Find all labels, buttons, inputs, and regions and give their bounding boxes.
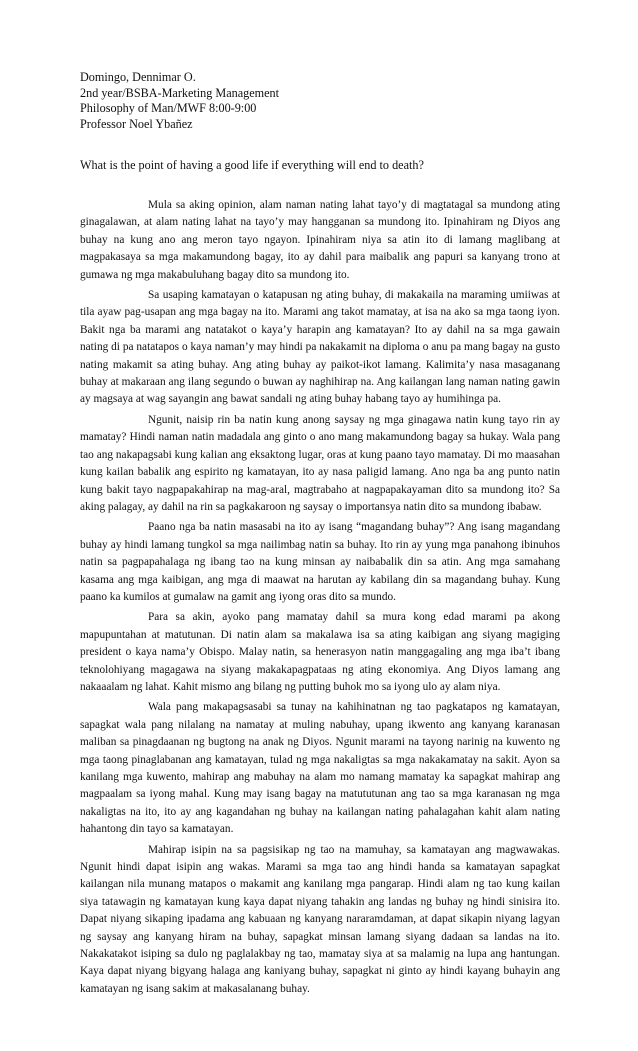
- essay-question: What is the point of having a good life if everything will end to death?: [80, 158, 424, 172]
- paragraph-5: Para sa akin, ayoko pang mamatay dahil sa mura kong edad marami pa akong mapupuntahan at matutunan. Di natin alam sa makalawa isa sa ating kaibigan ang siyang magiging president o kaya nama’y Obispo. Malay natin, sa henerasyon natin manggagaling ang mga iba’t ibang teknolohiyang magagawa na siyang makakapagpataas ng ating ekonomiya. Ang Diyos lamang ang nakaaalam ng lahat. Kahit mismo ang bilang ng putting buhok mo sa iyong ulo ay alam niya.: [80, 611, 560, 693]
- paragraph-2: Sa usaping kamatayan o katapusan ng ating buhay, di makakaila na maraming umiiwas at tila ayaw pag-usapan ang mga bagay na ito. Marami ang takot mamatay, at isa na ako sa mga taong iyon. Bakit nga ba marami ang natatakot o kaya’y harapin ang kamatayan? Ito ay dahil na sa mga gawain nating di pa natatapos o kaya naman’y may hindi pa nakakamit na diploma o anu pa mang bagay na gusto nating makamit sa ating buhay. Ang ating buhay ay paikot-ikot lamang. Kalimita’y nasa masaganang buhay at makaraan ang ilang segundo o buwan ay naghihirap na. Ang kailangan lang naman nating gawin ay magsaya at wag sayangin ang bawat sandali ng ating buhay habang tayo ay humihinga pa.: [80, 289, 560, 406]
- paragraph-7: Mahirap isipin na sa pagsisikap ng tao na mamuhay, sa kamatayan ang magwawakas. Ngunit hindi dapat isipin ang wakas. Marami sa mga tao ang hindi handa sa kamatayan sapagkat kailangan nila munang matapos o makamit ang kanilang mga pangarap. Hindi alam ng tao kung kailan siya tatawagin ng kamatayan kung kaya dapat niyang tahakin ang landas ng buhay ng hindi sinisira ito. Dapat niyang sikaping ipadama ang kabuaan ng kanyang nararamdaman, at dapat sikapin niyang lagyan ng saysay ang kanyang hiram na buhay, sapagkat minsan lamang siyang dadaan sa landas na ito. Nakakatakot isiping sa dulo ng paglalakbay ng tao, mamatay siya at sa malamig na lupa ang hantungan. Kaya dapat niyang bigyang halaga ang kaniyang buhay, sapagkat ni ginto ay hindi kayang buhayin ang kamatayan ng isang sakim at makasalanang buhay.: [80, 843, 560, 995]
- subject-schedule: Philosophy of Man/MWF 8:00-9:00: [80, 101, 257, 115]
- essay-body: [80, 197, 560, 998]
- document-page: [80, 70, 560, 1001]
- paragraph-4: Paano nga ba natin masasabi na ito ay isang “magandang buhay”? Ang isang magandang buhay ay hindi lamang tungkol sa mga nailimbag natin sa buhay. Ito rin ay yung mga panahong ibinuhos natin sa pagpapahalaga ng ibang tao na kung minsan ay naibabalik din sa atin. Ang mga samahang kasama ang mga kaibigan, ang mga di maawat na harutan ay kabilang din sa magandang buhay. Kung paano ka kumilos at gumalaw na gamit ang iyong oras dito sa mundo.: [80, 521, 560, 603]
- author-name: Domingo, Dennimar O.: [80, 70, 196, 84]
- professor-name: Professor Noel Ybañez: [80, 116, 193, 131]
- paragraph-3: Ngunit, naisip rin ba natin kung anong saysay ng mga ginagawa natin kung tayo rin ay mamatay? Hindi naman natin madadala ang ginto o ano mang makamundong bagay sa hukay. Wala pang tao ang nakapagsabi kung kalian ang eksaktong lugar, oras at kung paano tayo mamatay. Di mo maasahan kung kailan babalik ang espirito ng kamatayan, ito ay nasa paligid lamang. Ano nga ba ang punto natin kung bakit tayo nagpapakahirap na mag-aral, magtrabaho at nagpapakayaman dito sa mundong ito? Sa aking palagay, ay dahil na rin sa pagkakaroon ng saysay o importansya natin dito sa mundong ibabaw.: [80, 413, 560, 513]
- author-header: [80, 70, 560, 132]
- year-course: 2nd year/BSBA-Marketing Management: [80, 85, 280, 100]
- paragraph-6: Wala pang makapagsasabi sa tunay na kahihinatnan ng tao pagkatapos ng kamatayan, sapagkat wala pang nilalang na namatay at muling nabuhay, upang ikwento ang kanyang karanasan maliban sa pinagdaanan ng bugtong na anak ng Diyos. Ngunit marami na tayong narinig na kuwento ng mga taong pinaglabanan ang kamatayan, tulad ng mga nakaligtas sa mga nakakamatay na sakit. Ayon sa kanilang mga kuwento, mahirap ang mabuhay na alam mo namang mamatay ka sapagkat mahirap ang magpaalam sa iyong mahal. Kung may isang bagay na matututunan ang tao sa mga karanasan ng mga nakaligtas na ito, ito ay ang kagandahan ng buhay na kailangan nating pahalagahan kahit alam nating hahantong din tayo sa kamatayan.: [80, 701, 560, 836]
- paragraph-1: Mula sa aking opinion, alam naman nating lahat tayo’y di magtatagal sa mundong ating ginagalawan, at alam nating lahat na tayo’y may hangganan sa mundong ito. Ipinahiram ng Diyos ang buhay na kung ano ang meron tayo ngayon. Ipinahiram niya sa atin ito di lamang maglibang at magpakasaya sa mga makamundong bagay, ito ay dahil para maibalik ang papuri sa kanyang trono at gumawa ng mga makabuluhang bagay dito sa mundong ito.: [80, 199, 560, 281]
